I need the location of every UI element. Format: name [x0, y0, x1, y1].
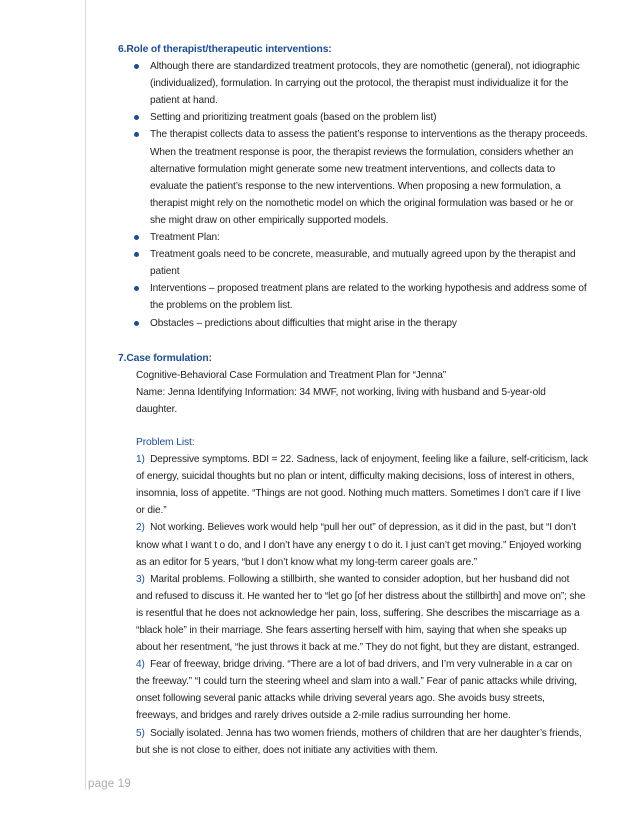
bullet-icon — [134, 252, 139, 257]
list-item-text: Interventions – proposed treatment plans are related to the working hypothesis and address some of the problems on the problem list. — [150, 283, 587, 312]
list-item-text: Obstacles – predictions about difficulties that might arise in the therapy — [150, 317, 457, 329]
section-case-formulation — [118, 350, 588, 759]
list-item-text: Treatment goals need to be concrete, measurable, and mutually agreed upon by the therapist and patient — [150, 249, 576, 278]
list-item — [150, 58, 588, 109]
list-item — [150, 246, 588, 280]
problem-text: Marital problems. Following a stillbirth, she wanted to consider adoption, but her husband did not and refused to discuss it. He wanted her to “let go [of her distress about the stillbirth] and move on”; she is resentful that he does not acknowledge her pain, loss, suffering. She describes the miscarriage as a “black hole” in their marriage. She fears asserting herself with him, saying that when she speaks up about her resentment, “he just throws it back at me.” They do not fight, but they are distant, estranged. — [136, 573, 586, 654]
problem-text: Depressive symptoms. BDI = 22. Sadness, lack of enjoyment, feeling like a failure, self-criticism, lack of energy, suicidal thoughts but no plan or intent, difficulty making decisions, loss of interest in others, insomnia, loss of appetite. “Things are not good. Nothing much matters. Sometimes I don’t care if I live or die.” — [136, 454, 588, 517]
list-item — [150, 109, 588, 126]
problem-number: 2) — [136, 522, 145, 534]
list-item — [150, 229, 588, 246]
list-item-text: Setting and prioritizing treatment goals (based on the problem list) — [150, 112, 437, 124]
bullet-icon — [134, 132, 139, 137]
list-item — [136, 725, 588, 759]
bullet-icon — [134, 235, 139, 240]
page-content — [118, 41, 588, 759]
problem-number: 1) — [136, 454, 145, 466]
bullet-icon — [134, 115, 139, 120]
case-intro-title: Cognitive-Behavioral Case Formulation and Treatment Plan for “Jenna” — [136, 369, 446, 381]
list-item — [136, 656, 588, 724]
list-item — [136, 451, 588, 519]
problem-list-heading: Problem List: — [136, 436, 195, 448]
identifying-information: Name: Jenna Identifying Information: 34 MWF, not working, living with husband and 5-year-old daughter. — [136, 386, 546, 415]
problem-text: Socially isolated. Jenna has two women friends, mothers of children that are her daughter’s friends, but she is not close to either, does not initiate any activities with them. — [136, 727, 582, 756]
case-intro — [118, 367, 588, 759]
problem-number: 4) — [136, 659, 145, 671]
section-title: 7.Case formulation: — [118, 352, 212, 364]
list-item-text: Although there are standardized treatment protocols, they are nomothetic (general), not idiographic (individualized), formulation. In carrying out the protocol, the therapist must individualize it for the patient at hand. — [150, 61, 580, 107]
list-item-text: The therapist collects data to assess the patient’s response to interventions as the therapy proceeds. When the treatment response is poor, the therapist reviews the formulation, considers whether an alternative formulation might generate some new treatment interventions, and collects data to evaluate the patient’s response to the new interventions. When proposing a new formulation, a therapist might rely on the nomothetic model on which the original formulation was based or he or she might draw on other empirically supported models. — [150, 129, 588, 226]
section-title: 6.Role of therapist/therapeutic interventions: — [118, 44, 332, 55]
list-item — [150, 315, 588, 332]
page-number: page 19 — [88, 778, 131, 790]
bullet-icon — [134, 286, 139, 291]
margin-rule — [85, 0, 86, 790]
problem-list — [136, 451, 588, 759]
bullet-icon — [134, 64, 139, 69]
problem-text: Fear of freeway, bridge driving. “There are a lot of bad drivers, and I’m very vulnerable in a car on the freeway.” “I could turn the steering wheel and slam into a wall.” Fear of panic attacks while driving, onset following several panic attacks while driving several years ago. She avoids busy streets, freeways, and bridges and rarely drives outside a 2-mile radius surrounding her home. — [136, 659, 577, 722]
problem-text: Not working. Believes work would help “pull her out” of depression, as it did in the past, but “I don’t know what I want t o do, and I don’t have any energy t o do it. I just can’t get moving.” Enjoyed working as an editor for 5 years, “but I don’t know what my long-term career goals are.” — [136, 522, 582, 568]
list-item — [150, 126, 588, 229]
section-role-of-therapist — [118, 41, 588, 332]
problem-number: 3) — [136, 573, 145, 585]
bullet-list — [118, 58, 588, 332]
bullet-icon — [134, 321, 139, 326]
problem-number: 5) — [136, 727, 145, 739]
list-item — [150, 280, 588, 314]
list-item — [136, 571, 588, 656]
list-item-text: Treatment Plan: — [150, 232, 220, 244]
list-item — [136, 519, 588, 570]
